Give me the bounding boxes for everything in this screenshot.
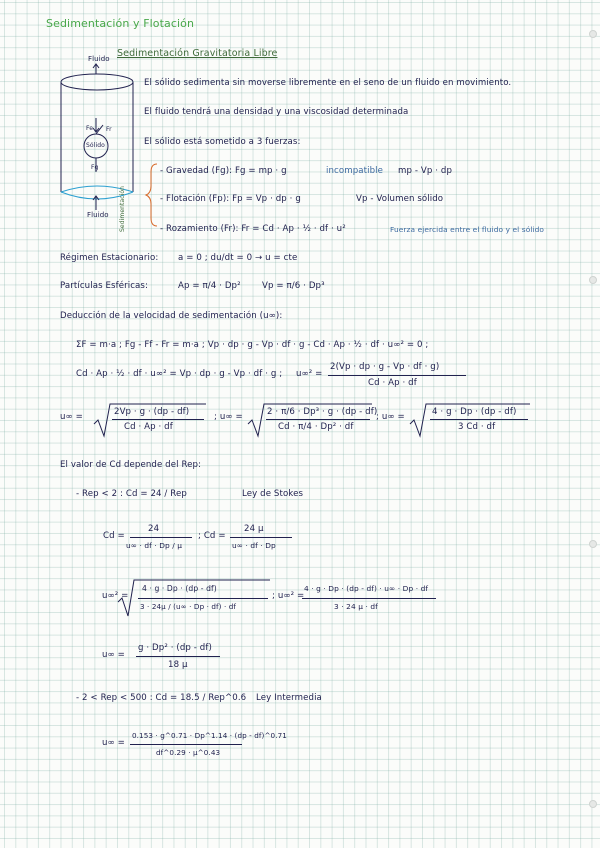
velocity-squared-lhs: u∞² =: [296, 369, 323, 379]
force-gravity-note: incompatible: [326, 166, 383, 176]
cd-num: 24: [148, 524, 160, 534]
stokes-u2-rhs-den: 3 · 24 μ · df: [334, 602, 378, 611]
stokes-u2-rhs-lhs: ; u∞² =: [272, 591, 305, 601]
deduction-label: Deducción de la velocidad de sedimentación (u∞):: [60, 311, 283, 321]
fraction-bar: [130, 744, 242, 745]
stokes-law-label: Ley de Stokes: [242, 489, 304, 499]
intermediate-u-num: 0.153 · g^0.71 · Dp^1.14 · (dp - df)^0.71: [132, 731, 287, 740]
stokes-u2-den: 3 · 24μ / (u∞ · Dp · df) · df: [140, 602, 237, 611]
stokes-case: - Rep < 2 : Cd = 24 / Rep: [76, 489, 187, 499]
intermediate-law-label: Ley Intermedia: [256, 693, 322, 703]
force-drag-note: Fuerza ejercida entre el fluido y el sólido: [390, 225, 545, 234]
fluid-bottom-label: Fluido: [87, 211, 109, 219]
force-fr-label: Fr: [106, 126, 112, 133]
fraction-bar: [138, 598, 268, 599]
velocity-squared-den: Cd · Ap · df: [368, 378, 417, 388]
force-drag: - Rozamiento (Fr): Fr = Cd · Ap · ½ · df · u²: [160, 224, 346, 234]
drag-balance-eq: Cd · Ap · ½ · df · u∞² = Vp · dp · g - Vp · df · g ;: [76, 369, 283, 379]
velocity-c-den: 3 Cd · df: [458, 422, 496, 432]
particle-label: Sólido: [86, 142, 105, 149]
velocity-b-lhs: ; u∞ =: [214, 412, 243, 422]
text-line: El sólido está sometido a 3 fuerzas:: [144, 137, 301, 147]
intermediate-case: - 2 < Rep < 500 : Cd = 18.5 / Rep^0.6: [76, 693, 247, 703]
force-gravity: - Gravedad (Fg): Fg = mp · g: [160, 166, 287, 176]
velocity-a-lhs: u∞ =: [60, 412, 83, 422]
cd-lhs: Cd =: [103, 531, 125, 541]
volume-eq: Vp = π/6 · Dp³: [262, 281, 325, 291]
fraction-bar: [430, 419, 528, 420]
regimen-label: Régimen Estacionario:: [60, 253, 159, 263]
velocity-squared-num: 2(Vp · dp · g - Vp · df · g): [330, 362, 440, 372]
velocity-a-den: Cd · Ap · df: [124, 422, 173, 432]
stokes-u-num: g · Dp² · (dp - df): [138, 643, 212, 653]
intermediate-u-den: df^0.29 · μ^0.43: [156, 748, 221, 757]
force-buoyancy: - Flotación (Fp): Fp = Vp · dp · g: [160, 194, 301, 204]
velocity-c-lhs: ; u∞ =: [376, 412, 405, 422]
stokes-u2-lhs: u∞² =: [102, 591, 129, 601]
fluid-top-label: Fluido: [88, 55, 110, 63]
fraction-bar: [136, 656, 220, 657]
velocity-a-num: 2Vp · g · (dp - df): [114, 407, 190, 417]
section-heading: Sedimentación Gravitatoria Libre: [117, 48, 278, 59]
force-balance-eq: ΣF = m·a ; Fg - Ff - Fr = m·a ; Vp · dp · g - Vp · df · g - Cd · Ap · ½ · df · u∞² = 0 ;: [76, 340, 429, 350]
regimen-eq: a = 0 ; du/dt = 0 → u = cte: [178, 253, 298, 263]
page-title: Sedimentación y Flotación: [46, 17, 195, 30]
stokes-u-lhs: u∞ =: [102, 650, 125, 660]
fraction-bar: [302, 598, 436, 599]
velocity-b-den: Cd · π/4 · Dp² · df: [278, 422, 354, 432]
fraction-bar: [112, 419, 204, 420]
force-buoyancy-eq: Vp - Volumen sólido: [356, 194, 444, 204]
text-line: El sólido sedimenta sin moverse libremente en el seno de un fluido en movimiento.: [144, 78, 512, 88]
fraction-bar: [230, 537, 292, 538]
cd-label: El valor de Cd depende del Rep:: [60, 460, 202, 470]
projected-area-eq: Ap = π/4 · Dp²: [178, 281, 241, 291]
text-line: El fluido tendrá una densidad y una viscosidad determinada: [144, 107, 409, 117]
cd-rhs-lhs: ; Cd =: [198, 531, 226, 541]
stokes-u2-rhs-num: 4 · g · Dp · (dp - df) · u∞ · Dp · df: [304, 584, 429, 593]
force-fg-label: Fg: [91, 164, 99, 171]
velocity-b-num: 2 · π/6 · Dp³ · g · (dp - df): [267, 407, 378, 417]
force-gravity-eq: mp - Vp · dp: [398, 166, 453, 176]
particles-label: Partículas Esféricas:: [60, 281, 148, 291]
cd-rhs-num: 24 μ: [244, 524, 264, 534]
velocity-c-num: 4 · g · Dp · (dp - df): [432, 407, 517, 417]
cd-den: u∞ · df · Dp / μ: [126, 541, 183, 550]
stokes-u2-num: 4 · g · Dp · (dp - df): [142, 584, 217, 593]
stokes-u-den: 18 μ: [168, 660, 188, 670]
intermediate-u-lhs: u∞ =: [102, 738, 125, 748]
cd-rhs-den: u∞ · df · Dp: [232, 541, 276, 550]
force-fe-label: Fe: [86, 125, 94, 132]
fraction-bar: [130, 537, 192, 538]
fraction-bar: [266, 419, 370, 420]
sedimentation-brace-label: Sedimentación: [119, 185, 126, 232]
